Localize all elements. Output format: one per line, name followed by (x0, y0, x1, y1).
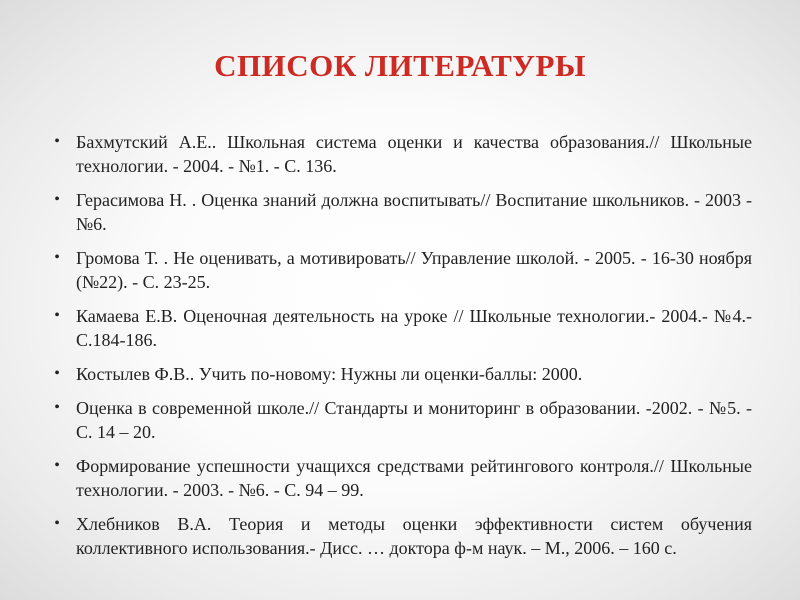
reference-item (50, 130, 752, 178)
reference-text: Громова Т. . Не оценивать, а мотивировать// Управление школой. - 2005. - 16-30 ноября (№22). - С. 23-25. (76, 248, 752, 292)
bullet-icon: • (54, 457, 60, 474)
reference-list (50, 130, 752, 570)
reference-item (50, 362, 752, 386)
reference-text: Камаева Е.В. Оценочная деятельность на уроке // Школьные технологии.- 2004.- №4.- С.184-186. (76, 306, 752, 350)
bullet-icon: • (54, 307, 60, 324)
bullet-icon: • (54, 365, 60, 382)
reference-item (50, 454, 752, 502)
reference-text: Оценка в современной школе.// Стандарты и мониторинг в образовании. -2002. - №5. - С. 14 – 20. (76, 398, 752, 442)
reference-text: Формирование успешности учащихся средствами рейтингового контроля.// Школьные технологии. - 2003. - №6. - С. 94 – 99. (76, 456, 752, 500)
reference-item (50, 304, 752, 352)
reference-item (50, 246, 752, 294)
slide-title: СПИСОК ЛИТЕРАТУРЫ (214, 48, 586, 83)
reference-text: Хлебников В.А. Теория и методы оценки эффективности систем обучения коллективного использования.- Дисс. … доктора ф-м наук. – М., 2006. – 160 с. (76, 514, 752, 558)
reference-text: Бахмутский А.Е.. Школьная система оценки и качества образования.// Школьные технологии. - 2004. - №1. - С. 136. (76, 132, 752, 176)
bullet-icon: • (54, 249, 60, 266)
reference-text: Костылев Ф.В.. Учить по-новому: Нужны ли оценки-баллы: 2000. (76, 364, 583, 384)
bullet-icon: • (54, 133, 60, 150)
reference-item (50, 188, 752, 236)
reference-item (50, 396, 752, 444)
bullet-icon: • (54, 515, 60, 532)
reference-text: Герасимова Н. . Оценка знаний должна воспитывать// Воспитание школьников. - 2003 - №6. (76, 190, 752, 234)
bullet-icon: • (54, 399, 60, 416)
bullet-icon: • (54, 191, 60, 208)
reference-item (50, 512, 752, 560)
